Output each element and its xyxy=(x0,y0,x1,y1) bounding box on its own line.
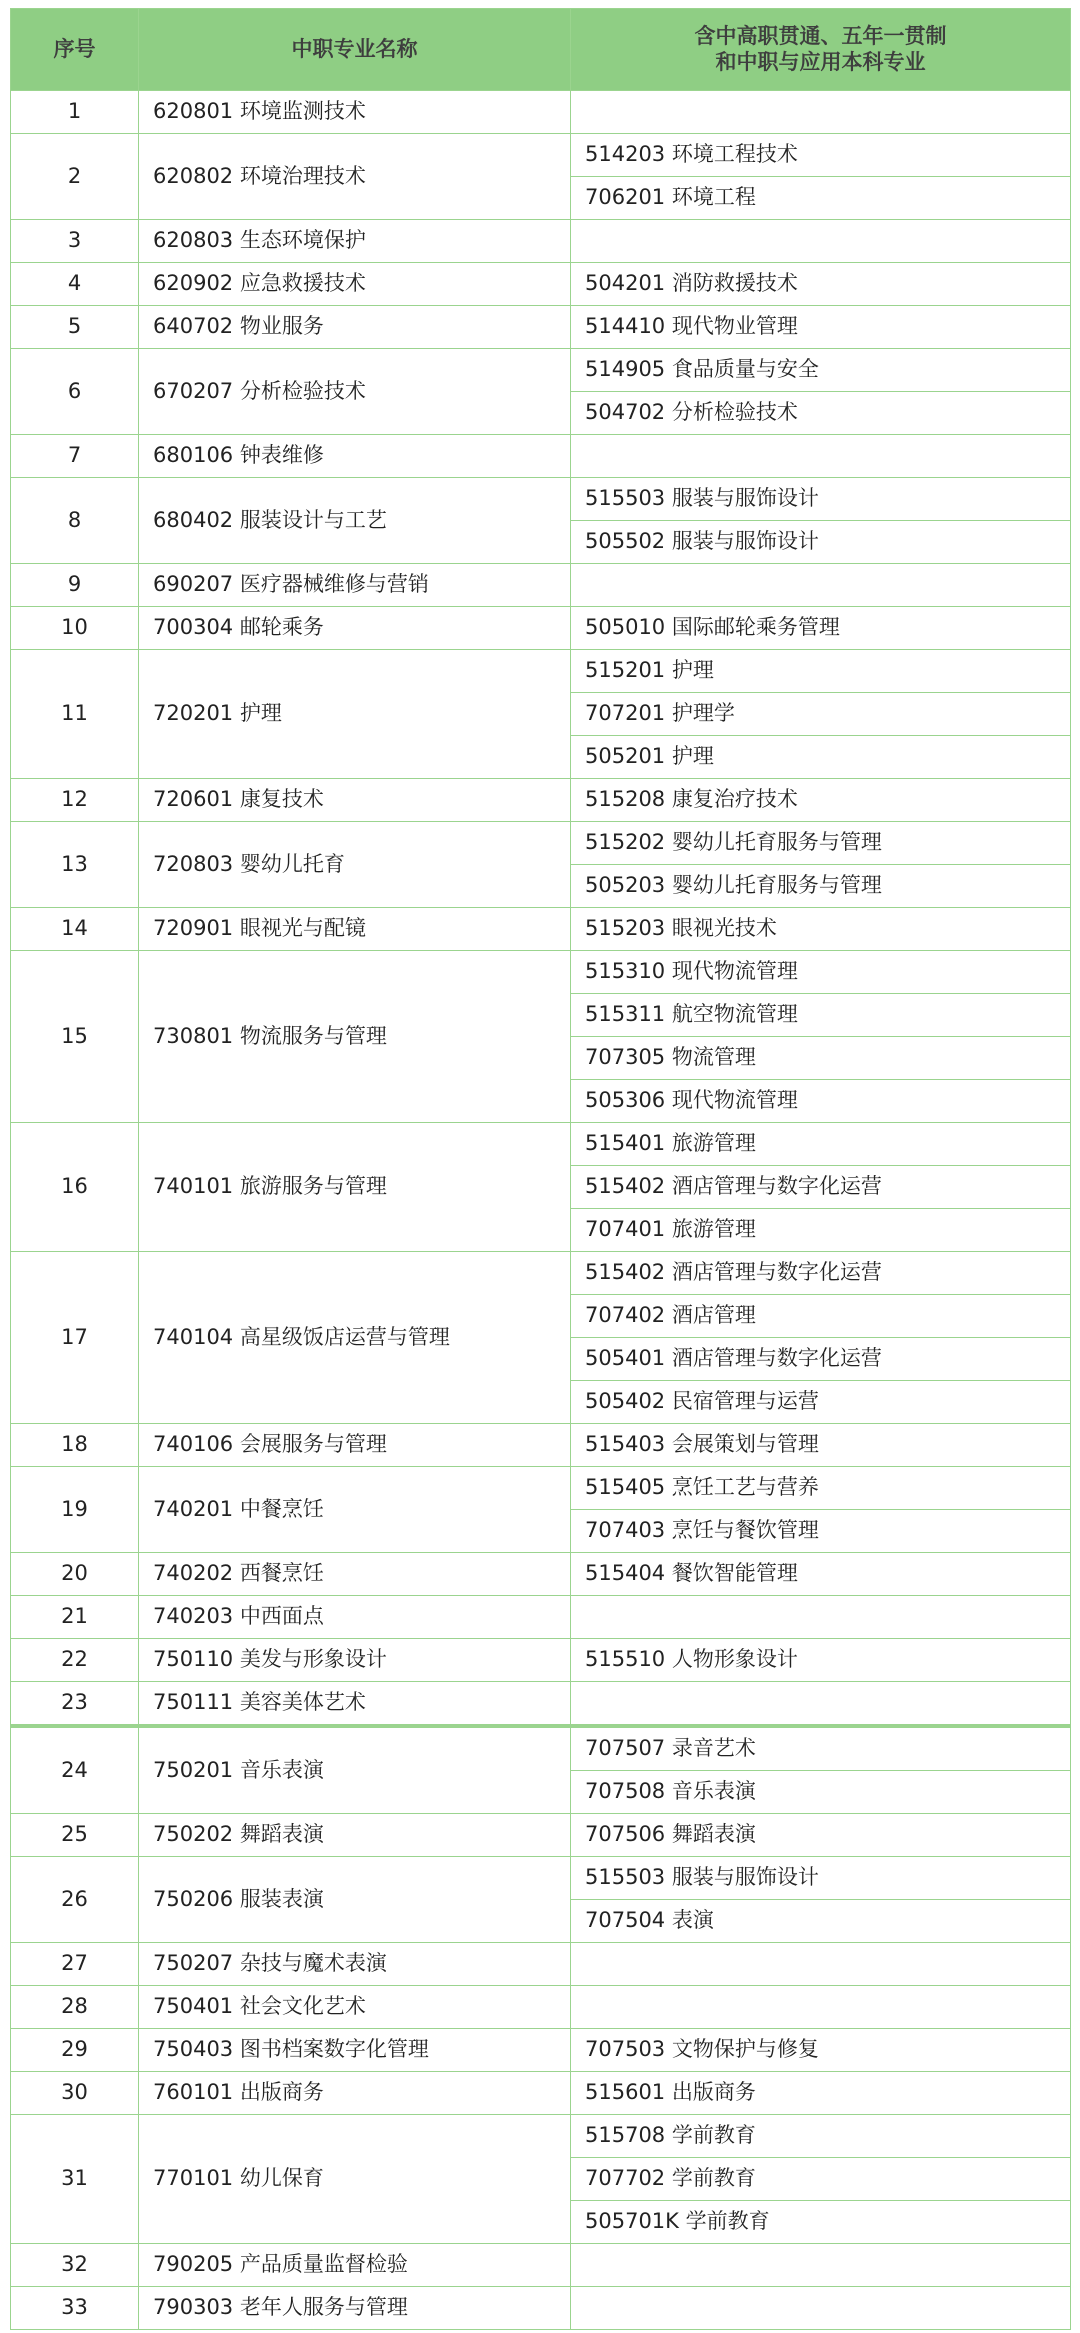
row-index-cell: 14 xyxy=(11,908,139,951)
table-row xyxy=(11,822,1071,865)
target-major-cell: 515403 会展策划与管理 xyxy=(571,1424,1071,1467)
target-major-cell xyxy=(571,1943,1071,1986)
zhongzhi-major-cell: 700304 邮轮乘务 xyxy=(139,607,571,650)
zhongzhi-major-cell: 740106 会展服务与管理 xyxy=(139,1424,571,1467)
zhongzhi-major-cell: 620802 环境治理技术 xyxy=(139,134,571,220)
table-row xyxy=(11,134,1071,177)
target-major-cell: 515601 出版商务 xyxy=(571,2072,1071,2115)
zhongzhi-major-cell: 620803 生态环境保护 xyxy=(139,220,571,263)
row-index-cell: 33 xyxy=(11,2287,139,2330)
target-major-cell: 515404 餐饮智能管理 xyxy=(571,1553,1071,1596)
zhongzhi-major-cell: 760101 出版商务 xyxy=(139,2072,571,2115)
zhongzhi-major-cell: 740201 中餐烹饪 xyxy=(139,1467,571,1553)
target-major-cell xyxy=(571,2244,1071,2287)
table-row xyxy=(11,951,1071,994)
target-major-cell: 505201 护理 xyxy=(571,736,1071,779)
zhongzhi-major-cell: 750201 音乐表演 xyxy=(139,1726,571,1814)
row-index-cell: 21 xyxy=(11,1596,139,1639)
target-major-cell: 707702 学前教育 xyxy=(571,2158,1071,2201)
target-major-cell: 515402 酒店管理与数字化运营 xyxy=(571,1252,1071,1295)
table-row xyxy=(11,91,1071,134)
row-index-cell: 2 xyxy=(11,134,139,220)
zhongzhi-major-cell: 680106 钟表维修 xyxy=(139,435,571,478)
table-row xyxy=(11,263,1071,306)
row-index-cell: 20 xyxy=(11,1553,139,1596)
zhongzhi-major-cell: 670207 分析检验技术 xyxy=(139,349,571,435)
target-major-cell: 514905 食品质量与安全 xyxy=(571,349,1071,392)
target-major-cell: 707402 酒店管理 xyxy=(571,1295,1071,1338)
target-major-cell: 515405 烹饪工艺与营养 xyxy=(571,1467,1071,1510)
zhongzhi-major-cell: 720803 婴幼儿托育 xyxy=(139,822,571,908)
zhongzhi-major-cell: 720601 康复技术 xyxy=(139,779,571,822)
table-row xyxy=(11,2072,1071,2115)
row-index-cell: 4 xyxy=(11,263,139,306)
table-row xyxy=(11,2029,1071,2072)
header-target-majors xyxy=(571,9,1071,91)
header-target-line1: 含中高职贯通、五年一贯制 xyxy=(694,24,947,49)
row-index-cell: 13 xyxy=(11,822,139,908)
target-major-cell xyxy=(571,1682,1071,1727)
table-row xyxy=(11,1857,1071,1900)
row-index-cell: 10 xyxy=(11,607,139,650)
target-major-cell: 504702 分析检验技术 xyxy=(571,392,1071,435)
row-index-cell: 6 xyxy=(11,349,139,435)
major-mapping-table xyxy=(10,8,1071,2330)
row-index-cell: 11 xyxy=(11,650,139,779)
table-row xyxy=(11,478,1071,521)
target-major-cell: 515311 航空物流管理 xyxy=(571,994,1071,1037)
table-row xyxy=(11,220,1071,263)
target-major-cell: 515208 康复治疗技术 xyxy=(571,779,1071,822)
target-major-cell: 515202 婴幼儿托育服务与管理 xyxy=(571,822,1071,865)
zhongzhi-major-cell: 750206 服装表演 xyxy=(139,1857,571,1943)
table-row xyxy=(11,1726,1071,1771)
row-index-cell: 15 xyxy=(11,951,139,1123)
table-row xyxy=(11,435,1071,478)
target-major-cell: 515401 旅游管理 xyxy=(571,1123,1071,1166)
zhongzhi-major-cell: 750110 美发与形象设计 xyxy=(139,1639,571,1682)
row-index-cell: 22 xyxy=(11,1639,139,1682)
target-major-cell: 515510 人物形象设计 xyxy=(571,1639,1071,1682)
table-row xyxy=(11,564,1071,607)
target-major-cell: 707403 烹饪与餐饮管理 xyxy=(571,1510,1071,1553)
row-index-cell: 5 xyxy=(11,306,139,349)
target-major-cell: 707503 文物保护与修复 xyxy=(571,2029,1071,2072)
zhongzhi-major-cell: 740203 中西面点 xyxy=(139,1596,571,1639)
target-major-cell: 514203 环境工程技术 xyxy=(571,134,1071,177)
header-target-line2: 和中职与应用本科专业 xyxy=(715,49,926,74)
table-row xyxy=(11,349,1071,392)
row-index-cell: 29 xyxy=(11,2029,139,2072)
row-index-cell: 17 xyxy=(11,1252,139,1424)
row-index-cell: 32 xyxy=(11,2244,139,2287)
header-index: 序号 xyxy=(11,9,139,91)
row-index-cell: 31 xyxy=(11,2115,139,2244)
target-major-cell: 707504 表演 xyxy=(571,1900,1071,1943)
zhongzhi-major-cell: 750202 舞蹈表演 xyxy=(139,1814,571,1857)
zhongzhi-major-cell: 640702 物业服务 xyxy=(139,306,571,349)
target-major-cell: 505401 酒店管理与数字化运营 xyxy=(571,1338,1071,1381)
table-row xyxy=(11,779,1071,822)
target-major-cell xyxy=(571,1986,1071,2029)
table-row xyxy=(11,908,1071,951)
target-major-cell: 515310 现代物流管理 xyxy=(571,951,1071,994)
table-row xyxy=(11,1682,1071,1727)
target-major-cell xyxy=(571,2287,1071,2330)
target-major-cell: 505010 国际邮轮乘务管理 xyxy=(571,607,1071,650)
zhongzhi-major-cell: 720901 眼视光与配镜 xyxy=(139,908,571,951)
target-major-cell: 707508 音乐表演 xyxy=(571,1771,1071,1814)
row-index-cell: 18 xyxy=(11,1424,139,1467)
zhongzhi-major-cell: 690207 医疗器械维修与营销 xyxy=(139,564,571,607)
row-index-cell: 19 xyxy=(11,1467,139,1553)
major-table-container xyxy=(10,8,1070,2330)
table-row xyxy=(11,1986,1071,2029)
row-index-cell: 23 xyxy=(11,1682,139,1727)
row-index-cell: 24 xyxy=(11,1726,139,1814)
zhongzhi-major-cell: 680402 服装设计与工艺 xyxy=(139,478,571,564)
zhongzhi-major-cell: 740104 高星级饭店运营与管理 xyxy=(139,1252,571,1424)
table-row xyxy=(11,1639,1071,1682)
zhongzhi-major-cell: 730801 物流服务与管理 xyxy=(139,951,571,1123)
row-index-cell: 9 xyxy=(11,564,139,607)
table-row xyxy=(11,2115,1071,2158)
target-major-cell xyxy=(571,564,1071,607)
table-body xyxy=(11,91,1071,2330)
table-row xyxy=(11,2244,1071,2287)
table-row xyxy=(11,306,1071,349)
zhongzhi-major-cell: 750401 社会文化艺术 xyxy=(139,1986,571,2029)
target-major-cell: 707201 护理学 xyxy=(571,693,1071,736)
row-index-cell: 30 xyxy=(11,2072,139,2115)
target-major-cell: 505306 现代物流管理 xyxy=(571,1080,1071,1123)
row-index-cell: 1 xyxy=(11,91,139,134)
target-major-cell: 515503 服装与服饰设计 xyxy=(571,1857,1071,1900)
zhongzhi-major-cell: 620902 应急救援技术 xyxy=(139,263,571,306)
table-row xyxy=(11,1553,1071,1596)
zhongzhi-major-cell: 750207 杂技与魔术表演 xyxy=(139,1943,571,1986)
zhongzhi-major-cell: 740101 旅游服务与管理 xyxy=(139,1123,571,1252)
target-major-cell: 515503 服装与服饰设计 xyxy=(571,478,1071,521)
row-index-cell: 3 xyxy=(11,220,139,263)
table-row xyxy=(11,1596,1071,1639)
target-major-cell: 515402 酒店管理与数字化运营 xyxy=(571,1166,1071,1209)
zhongzhi-major-cell: 750403 图书档案数字化管理 xyxy=(139,2029,571,2072)
target-major-cell: 707401 旅游管理 xyxy=(571,1209,1071,1252)
table-row xyxy=(11,1252,1071,1295)
table-row xyxy=(11,1467,1071,1510)
target-major-cell: 515708 学前教育 xyxy=(571,2115,1071,2158)
target-major-cell: 505701K 学前教育 xyxy=(571,2201,1071,2244)
target-major-cell: 707507 录音艺术 xyxy=(571,1726,1071,1771)
target-major-cell: 505203 婴幼儿托育服务与管理 xyxy=(571,865,1071,908)
zhongzhi-major-cell: 720201 护理 xyxy=(139,650,571,779)
row-index-cell: 12 xyxy=(11,779,139,822)
target-major-cell: 515201 护理 xyxy=(571,650,1071,693)
zhongzhi-major-cell: 770101 幼儿保育 xyxy=(139,2115,571,2244)
target-major-cell: 707506 舞蹈表演 xyxy=(571,1814,1071,1857)
target-major-cell: 505402 民宿管理与运营 xyxy=(571,1381,1071,1424)
row-index-cell: 8 xyxy=(11,478,139,564)
table-row xyxy=(11,1424,1071,1467)
row-index-cell: 28 xyxy=(11,1986,139,2029)
table-row xyxy=(11,607,1071,650)
target-major-cell: 504201 消防救援技术 xyxy=(571,263,1071,306)
header-zhongzhi-major: 中职专业名称 xyxy=(139,9,571,91)
target-major-cell xyxy=(571,91,1071,134)
row-index-cell: 26 xyxy=(11,1857,139,1943)
zhongzhi-major-cell: 790303 老年人服务与管理 xyxy=(139,2287,571,2330)
zhongzhi-major-cell: 740202 西餐烹饪 xyxy=(139,1553,571,1596)
zhongzhi-major-cell: 620801 环境监测技术 xyxy=(139,91,571,134)
row-index-cell: 7 xyxy=(11,435,139,478)
target-major-cell xyxy=(571,1596,1071,1639)
target-major-cell xyxy=(571,435,1071,478)
table-row xyxy=(11,1943,1071,1986)
target-major-cell: 514410 现代物业管理 xyxy=(571,306,1071,349)
target-major-cell xyxy=(571,220,1071,263)
table-row xyxy=(11,1123,1071,1166)
target-major-cell: 515203 眼视光技术 xyxy=(571,908,1071,951)
target-major-cell: 706201 环境工程 xyxy=(571,177,1071,220)
table-row xyxy=(11,2287,1071,2330)
row-index-cell: 16 xyxy=(11,1123,139,1252)
row-index-cell: 27 xyxy=(11,1943,139,1986)
table-row xyxy=(11,650,1071,693)
target-major-cell: 707305 物流管理 xyxy=(571,1037,1071,1080)
zhongzhi-major-cell: 790205 产品质量监督检验 xyxy=(139,2244,571,2287)
zhongzhi-major-cell: 750111 美容美体艺术 xyxy=(139,1682,571,1727)
table-row xyxy=(11,1814,1071,1857)
table-header-row xyxy=(11,9,1071,91)
target-major-cell: 505502 服装与服饰设计 xyxy=(571,521,1071,564)
row-index-cell: 25 xyxy=(11,1814,139,1857)
